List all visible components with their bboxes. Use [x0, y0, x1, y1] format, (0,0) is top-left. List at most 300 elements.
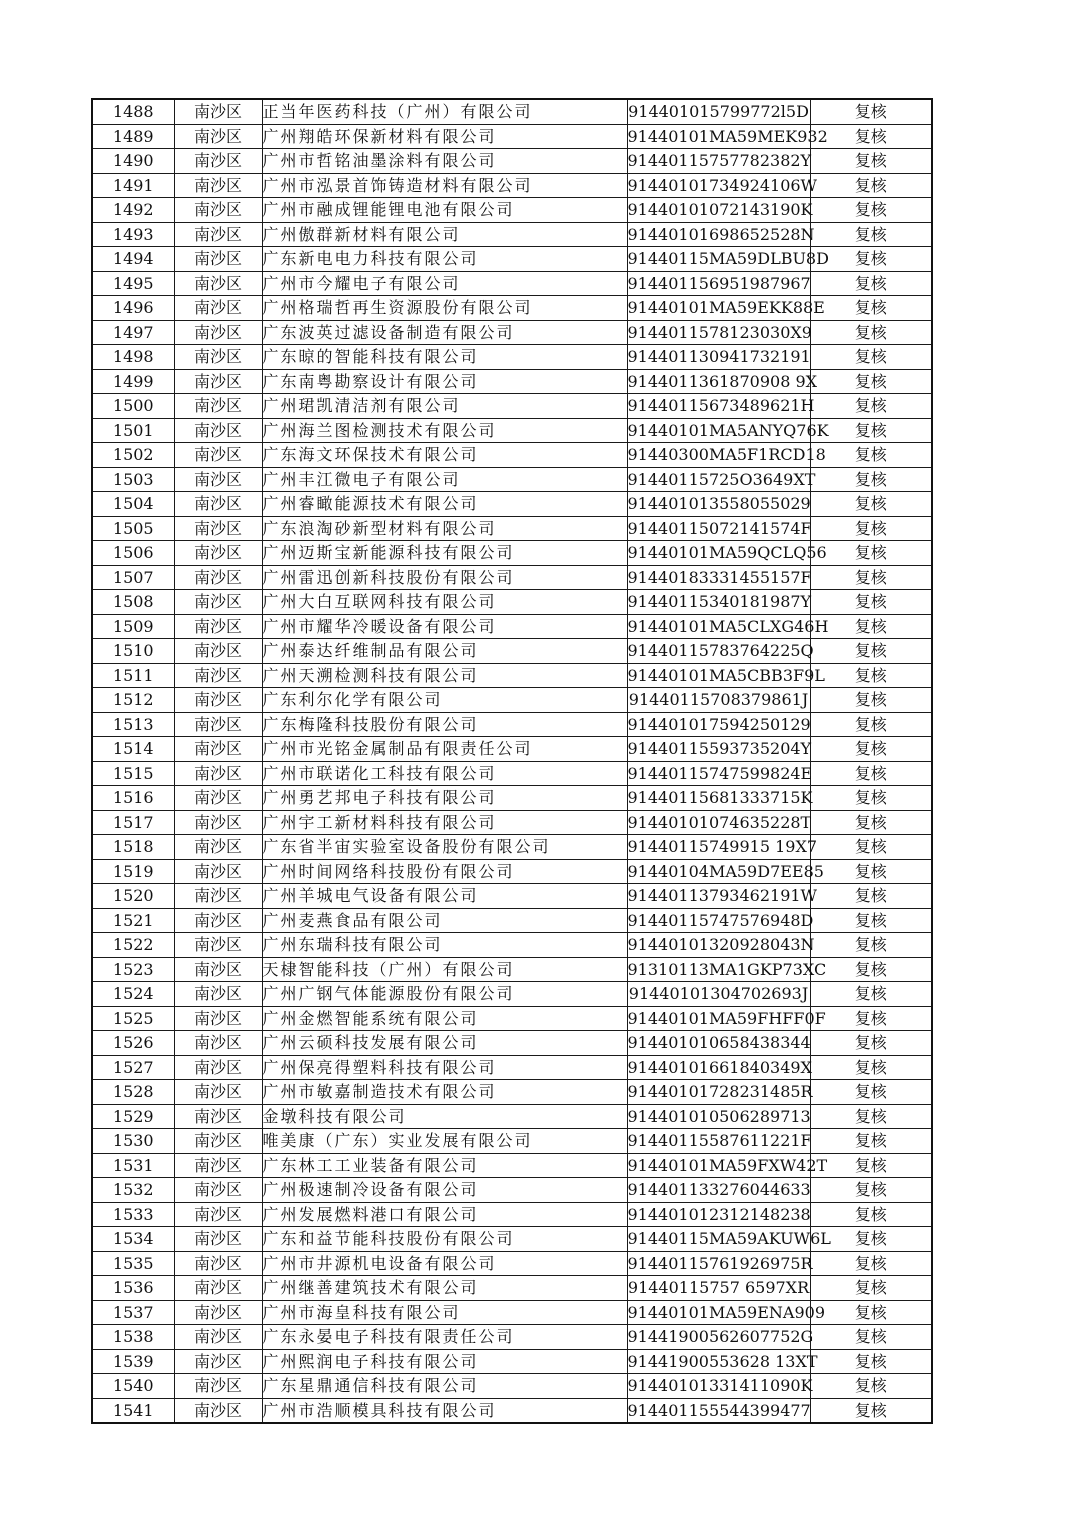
- district-cell: 南沙区: [174, 565, 262, 590]
- company-name-cell: 广州市哲铭油墨涂料有限公司: [262, 149, 627, 174]
- credit-code-cell: 914401017594250129: [627, 712, 810, 737]
- district-cell: 南沙区: [174, 1104, 262, 1129]
- table-row: [92, 957, 932, 982]
- company-name-cell: 广州保亮得塑料科技有限公司: [262, 1055, 627, 1080]
- company-name-cell: 广州东瑞科技有限公司: [262, 933, 627, 958]
- table-row: [92, 1031, 932, 1056]
- row-number: 1528: [92, 1080, 174, 1105]
- table-row: [92, 516, 932, 541]
- company-name-cell: 金墩科技有限公司: [262, 1104, 627, 1129]
- company-name-cell: 广州迈斯宝新能源科技有限公司: [262, 541, 627, 566]
- review-type-cell: 复核: [810, 957, 932, 982]
- table-row: [92, 345, 932, 370]
- table-row: [92, 173, 932, 198]
- district-cell: 南沙区: [174, 1374, 262, 1399]
- review-type-cell: 复核: [810, 884, 932, 909]
- review-type-cell: 复核: [810, 1276, 932, 1301]
- credit-code-cell: 91440300MA5F1RCD18: [627, 443, 810, 468]
- review-type-cell: 复核: [810, 1178, 932, 1203]
- company-name-cell: 广东省半宙实验室设备股份有限公司: [262, 835, 627, 860]
- company-name-cell: 广东永晏电子科技有限责任公司: [262, 1325, 627, 1350]
- district-cell: 南沙区: [174, 418, 262, 443]
- review-type-cell: 复核: [810, 1080, 932, 1105]
- review-type-cell: 复核: [810, 345, 932, 370]
- review-type-cell: 复核: [810, 1325, 932, 1350]
- row-number: 1510: [92, 639, 174, 664]
- district-cell: 南沙区: [174, 761, 262, 786]
- company-name-cell: 广州市海皇科技有限公司: [262, 1300, 627, 1325]
- district-cell: 南沙区: [174, 394, 262, 419]
- credit-code-cell: 914401010506289713: [627, 1104, 810, 1129]
- credit-code-cell: 91440101MA5CLXG46H: [627, 614, 810, 639]
- row-number: 1511: [92, 663, 174, 688]
- row-number: 1496: [92, 296, 174, 321]
- company-name-cell: 广东林工工业装备有限公司: [262, 1153, 627, 1178]
- company-name-cell: 广州翔皓环保新材料有限公司: [262, 124, 627, 149]
- district-cell: 南沙区: [174, 1398, 262, 1423]
- district-cell: 南沙区: [174, 1080, 262, 1105]
- district-cell: 南沙区: [174, 198, 262, 223]
- table-row: [92, 1398, 932, 1423]
- district-cell: 南沙区: [174, 1129, 262, 1154]
- row-number: 1489: [92, 124, 174, 149]
- company-name-cell: 广东海文环保技术有限公司: [262, 443, 627, 468]
- company-name-cell: 广东星鼎通信科技有限公司: [262, 1374, 627, 1399]
- review-type-cell: 复核: [810, 173, 932, 198]
- review-type-cell: 复核: [810, 810, 932, 835]
- table-row: [92, 884, 932, 909]
- review-type-cell: 复核: [810, 835, 932, 860]
- table-row: [92, 1129, 932, 1154]
- district-cell: 南沙区: [174, 884, 262, 909]
- table-row: [92, 1276, 932, 1301]
- table-row: [92, 1153, 932, 1178]
- district-cell: 南沙区: [174, 443, 262, 468]
- row-number: 1503: [92, 467, 174, 492]
- table-row: [92, 1202, 932, 1227]
- review-type-cell: 复核: [810, 516, 932, 541]
- district-cell: 南沙区: [174, 173, 262, 198]
- review-type-cell: 复核: [810, 1374, 932, 1399]
- credit-code-cell: 91440115725O3649XT: [627, 467, 810, 492]
- table-row: [92, 1325, 932, 1350]
- district-cell: 南沙区: [174, 541, 262, 566]
- table-row: [92, 1251, 932, 1276]
- credit-code-cell: 914401012312148238: [627, 1202, 810, 1227]
- table-row: [92, 1055, 932, 1080]
- company-name-cell: 广州金燃智能系统有限公司: [262, 1006, 627, 1031]
- district-cell: 南沙区: [174, 982, 262, 1007]
- credit-code-cell: 91441900553628 13XT: [627, 1349, 810, 1374]
- row-number: 1535: [92, 1251, 174, 1276]
- credit-code-cell: 91440101MA59ENA909: [627, 1300, 810, 1325]
- table-row: [92, 565, 932, 590]
- district-cell: 南沙区: [174, 933, 262, 958]
- company-name-cell: 广州泰达纤维制品有限公司: [262, 639, 627, 664]
- review-type-cell: 复核: [810, 614, 932, 639]
- row-number: 1533: [92, 1202, 174, 1227]
- review-type-cell: 复核: [810, 247, 932, 272]
- review-type-cell: 复核: [810, 1153, 932, 1178]
- district-cell: 南沙区: [174, 639, 262, 664]
- review-type-cell: 复核: [810, 590, 932, 615]
- table-row: [92, 1178, 932, 1203]
- company-name-cell: 广州极速制冷设备有限公司: [262, 1178, 627, 1203]
- row-number: 1516: [92, 786, 174, 811]
- credit-code-cell: 914401010658438344: [627, 1031, 810, 1056]
- company-name-cell: 广州雷迅创新科技股份有限公司: [262, 565, 627, 590]
- district-cell: 南沙区: [174, 1055, 262, 1080]
- row-number: 1529: [92, 1104, 174, 1129]
- row-number: 1538: [92, 1325, 174, 1350]
- row-number: 1520: [92, 884, 174, 909]
- row-number: 1527: [92, 1055, 174, 1080]
- credit-code-cell: 91440115757 6597XR: [627, 1276, 810, 1301]
- credit-code-cell: 91440115747576948D: [627, 908, 810, 933]
- table-row: [92, 99, 932, 124]
- row-number: 1522: [92, 933, 174, 958]
- district-cell: 南沙区: [174, 1227, 262, 1252]
- table-row: [92, 1349, 932, 1374]
- review-type-cell: 复核: [810, 639, 932, 664]
- company-name-cell: 广东波英过滤设备制造有限公司: [262, 320, 627, 345]
- credit-code-cell: 91440101MA59QCLQ56: [627, 541, 810, 566]
- company-name-cell: 广州大白互联网科技有限公司: [262, 590, 627, 615]
- row-number: 1490: [92, 149, 174, 174]
- company-name-cell: 广州熙润电子科技有限公司: [262, 1349, 627, 1374]
- credit-code-cell: 91440115783764225Q: [627, 639, 810, 664]
- credit-code-cell: 91441900562607752G: [627, 1325, 810, 1350]
- table-row: [92, 1300, 932, 1325]
- company-name-cell: 广州市融成锂能锂电池有限公司: [262, 198, 627, 223]
- row-number: 1508: [92, 590, 174, 615]
- row-number: 1534: [92, 1227, 174, 1252]
- credit-code-cell: 914401133276044633: [627, 1178, 810, 1203]
- credit-code-cell: 91440113793462191W: [627, 884, 810, 909]
- company-name-cell: 广州市井源机电设备有限公司: [262, 1251, 627, 1276]
- credit-code-cell: 91440101MA5ANYQ76K: [627, 418, 810, 443]
- review-type-cell: 复核: [810, 443, 932, 468]
- company-name-cell: 广州宇工新材料科技有限公司: [262, 810, 627, 835]
- district-cell: 南沙区: [174, 1006, 262, 1031]
- review-type-cell: 复核: [810, 1349, 932, 1374]
- row-number: 1524: [92, 982, 174, 1007]
- credit-code-cell: 91440115MA59DLBU8D: [627, 247, 810, 272]
- credit-code-cell: 91440101734924106W: [627, 173, 810, 198]
- company-name-cell: 广东和益节能科技股份有限公司: [262, 1227, 627, 1252]
- review-type-cell: 复核: [810, 982, 932, 1007]
- review-type-cell: 复核: [810, 320, 932, 345]
- row-number: 1536: [92, 1276, 174, 1301]
- district-cell: 南沙区: [174, 908, 262, 933]
- company-list-body: [92, 99, 932, 1423]
- table-row: [92, 1006, 932, 1031]
- table-row: [92, 810, 932, 835]
- district-cell: 南沙区: [174, 1178, 262, 1203]
- review-type-cell: 复核: [810, 99, 932, 124]
- table-row: [92, 639, 932, 664]
- district-cell: 南沙区: [174, 663, 262, 688]
- row-number: 1514: [92, 737, 174, 762]
- district-cell: 南沙区: [174, 1251, 262, 1276]
- table-row: [92, 835, 932, 860]
- company-name-cell: 广州天溯检测科技有限公司: [262, 663, 627, 688]
- table-row: [92, 369, 932, 394]
- table-row: [92, 1104, 932, 1129]
- credit-code-cell: 914401155544399477: [627, 1398, 810, 1423]
- credit-code-cell: 91440101MA5CBB3F9L: [627, 663, 810, 688]
- company-name-cell: 广东南粤勘察设计有限公司: [262, 369, 627, 394]
- district-cell: 南沙区: [174, 149, 262, 174]
- row-number: 1499: [92, 369, 174, 394]
- district-cell: 南沙区: [174, 369, 262, 394]
- company-name-cell: 广州云硕科技发展有限公司: [262, 1031, 627, 1056]
- company-name-cell: 正当年医药科技（广州）有限公司: [262, 99, 627, 124]
- review-type-cell: 复核: [810, 663, 932, 688]
- credit-code-cell: 91440101320928043N: [627, 933, 810, 958]
- table-row: [92, 1227, 932, 1252]
- district-cell: 南沙区: [174, 247, 262, 272]
- credit-code-cell: 91440115708379861J: [627, 688, 810, 713]
- review-type-cell: 复核: [810, 271, 932, 296]
- review-type-cell: 复核: [810, 1129, 932, 1154]
- review-type-cell: 复核: [810, 149, 932, 174]
- table-row: [92, 198, 932, 223]
- row-number: 1509: [92, 614, 174, 639]
- company-name-cell: 广东新电电力科技有限公司: [262, 247, 627, 272]
- table-row: [92, 859, 932, 884]
- row-number: 1504: [92, 492, 174, 517]
- district-cell: 南沙区: [174, 712, 262, 737]
- credit-code-cell: 91440115MA59AKUW6L: [627, 1227, 810, 1252]
- company-name-cell: 广东利尔化学有限公司: [262, 688, 627, 713]
- review-type-cell: 复核: [810, 761, 932, 786]
- table-row: [92, 1080, 932, 1105]
- district-cell: 南沙区: [174, 1276, 262, 1301]
- company-name-cell: 广州珺凯清洁剂有限公司: [262, 394, 627, 419]
- district-cell: 南沙区: [174, 957, 262, 982]
- district-cell: 南沙区: [174, 320, 262, 345]
- company-name-cell: 广州睿瞰能源技术有限公司: [262, 492, 627, 517]
- table-row: [92, 1374, 932, 1399]
- district-cell: 南沙区: [174, 516, 262, 541]
- review-type-cell: 复核: [810, 394, 932, 419]
- credit-code-cell: 91440115072141574F: [627, 516, 810, 541]
- review-type-cell: 复核: [810, 712, 932, 737]
- credit-code-cell: 91440101728231485R: [627, 1080, 810, 1105]
- row-number: 1505: [92, 516, 174, 541]
- table-row: [92, 590, 932, 615]
- credit-code-cell: 91310113MA1GKP73XC: [627, 957, 810, 982]
- company-name-cell: 广东梅隆科技股份有限公司: [262, 712, 627, 737]
- row-number: 1526: [92, 1031, 174, 1056]
- row-number: 1502: [92, 443, 174, 468]
- table-row: [92, 271, 932, 296]
- table-row: [92, 614, 932, 639]
- row-number: 1500: [92, 394, 174, 419]
- table-row: [92, 908, 932, 933]
- table-row: [92, 737, 932, 762]
- row-number: 1518: [92, 835, 174, 860]
- district-cell: 南沙区: [174, 124, 262, 149]
- company-name-cell: 广州麦燕食品有限公司: [262, 908, 627, 933]
- district-cell: 南沙区: [174, 835, 262, 860]
- credit-code-cell: 91440101074635228T: [627, 810, 810, 835]
- credit-code-cell: 91440115681333715K: [627, 786, 810, 811]
- company-name-cell: 广州傲群新材料有限公司: [262, 222, 627, 247]
- credit-code-cell: 91440115673489621H: [627, 394, 810, 419]
- credit-code-cell: 914401156951987967: [627, 271, 810, 296]
- credit-code-cell: 91440101MA59MEK932: [627, 124, 810, 149]
- table-row: [92, 149, 932, 174]
- table-row: [92, 222, 932, 247]
- table-row: [92, 124, 932, 149]
- credit-code-cell: 91440115340181987Y: [627, 590, 810, 615]
- table-row: [92, 761, 932, 786]
- row-number: 1497: [92, 320, 174, 345]
- credit-code-cell: 914401130941732191: [627, 345, 810, 370]
- district-cell: 南沙区: [174, 1300, 262, 1325]
- table-row: [92, 492, 932, 517]
- district-cell: 南沙区: [174, 1031, 262, 1056]
- company-name-cell: 广州市光铭金属制品有限责任公司: [262, 737, 627, 762]
- company-name-cell: 广州市联诺化工科技有限公司: [262, 761, 627, 786]
- company-name-cell: 广东浪淘砂新型材料有限公司: [262, 516, 627, 541]
- row-number: 1517: [92, 810, 174, 835]
- row-number: 1494: [92, 247, 174, 272]
- district-cell: 南沙区: [174, 688, 262, 713]
- review-type-cell: 复核: [810, 418, 932, 443]
- credit-code-cell: 91440183331455157F: [627, 565, 810, 590]
- row-number: 1501: [92, 418, 174, 443]
- review-type-cell: 复核: [810, 124, 932, 149]
- credit-code-cell: 91440115747599824E: [627, 761, 810, 786]
- row-number: 1531: [92, 1153, 174, 1178]
- credit-code-cell: 91440115593735204Y: [627, 737, 810, 762]
- row-number: 1498: [92, 345, 174, 370]
- review-type-cell: 复核: [810, 492, 932, 517]
- district-cell: 南沙区: [174, 345, 262, 370]
- company-name-cell: 广州羊城电气设备有限公司: [262, 884, 627, 909]
- review-type-cell: 复核: [810, 933, 932, 958]
- review-type-cell: 复核: [810, 1031, 932, 1056]
- row-number: 1532: [92, 1178, 174, 1203]
- credit-code-cell: 9144011361870908 9X: [627, 369, 810, 394]
- credit-code-cell: 91440115587611221F: [627, 1129, 810, 1154]
- review-type-cell: 复核: [810, 222, 932, 247]
- review-type-cell: 复核: [810, 688, 932, 713]
- district-cell: 南沙区: [174, 1349, 262, 1374]
- row-number: 1519: [92, 859, 174, 884]
- company-name-cell: 广州广钢气体能源股份有限公司: [262, 982, 627, 1007]
- company-name-cell: 广州格瑞哲再生资源股份有限公司: [262, 296, 627, 321]
- row-number: 1512: [92, 688, 174, 713]
- company-list-table: [91, 98, 933, 1424]
- credit-code-cell: 91440101661840349X: [627, 1055, 810, 1080]
- credit-code-cell: 91440101MA59EKK88E: [627, 296, 810, 321]
- row-number: 1513: [92, 712, 174, 737]
- table-row: [92, 982, 932, 1007]
- review-type-cell: 复核: [810, 786, 932, 811]
- review-type-cell: 复核: [810, 1055, 932, 1080]
- review-type-cell: 复核: [810, 859, 932, 884]
- row-number: 1493: [92, 222, 174, 247]
- district-cell: 南沙区: [174, 786, 262, 811]
- credit-code-cell: 91440104MA59D7EE85: [627, 859, 810, 884]
- district-cell: 南沙区: [174, 590, 262, 615]
- table-row: [92, 418, 932, 443]
- company-name-cell: 广州丰江微电子有限公司: [262, 467, 627, 492]
- table-row: [92, 688, 932, 713]
- company-name-cell: 广东晾的智能科技有限公司: [262, 345, 627, 370]
- district-cell: 南沙区: [174, 737, 262, 762]
- table-row: [92, 663, 932, 688]
- table-row: [92, 467, 932, 492]
- review-type-cell: 复核: [810, 467, 932, 492]
- credit-code-cell: 91440115757782382Y: [627, 149, 810, 174]
- district-cell: 南沙区: [174, 467, 262, 492]
- company-name-cell: 广州市耀华冷暖设备有限公司: [262, 614, 627, 639]
- district-cell: 南沙区: [174, 810, 262, 835]
- company-name-cell: 广州勇艺邦电子科技有限公司: [262, 786, 627, 811]
- review-type-cell: 复核: [810, 737, 932, 762]
- credit-code-cell: 91440101MA59FXW42T: [627, 1153, 810, 1178]
- review-type-cell: 复核: [810, 369, 932, 394]
- review-type-cell: 复核: [810, 198, 932, 223]
- row-number: 1492: [92, 198, 174, 223]
- table-row: [92, 786, 932, 811]
- company-name-cell: 唯美康（广东）实业发展有限公司: [262, 1129, 627, 1154]
- row-number: 1541: [92, 1398, 174, 1423]
- district-cell: 南沙区: [174, 614, 262, 639]
- credit-code-cell: 91440101304702693J: [627, 982, 810, 1007]
- company-name-cell: 广州市泓景首饰铸造材料有限公司: [262, 173, 627, 198]
- row-number: 1539: [92, 1349, 174, 1374]
- credit-code-cell: 91440115749915 19X7: [627, 835, 810, 860]
- district-cell: 南沙区: [174, 492, 262, 517]
- table-row: [92, 247, 932, 272]
- credit-code-cell: 91440101MA59FHFF0F: [627, 1006, 810, 1031]
- row-number: 1506: [92, 541, 174, 566]
- company-name-cell: 广州继善建筑技术有限公司: [262, 1276, 627, 1301]
- review-type-cell: 复核: [810, 908, 932, 933]
- row-number: 1515: [92, 761, 174, 786]
- company-name-cell: 广州市敏嘉制造技术有限公司: [262, 1080, 627, 1105]
- credit-code-cell: 914401015799772l5D: [627, 99, 810, 124]
- district-cell: 南沙区: [174, 1202, 262, 1227]
- credit-code-cell: 914401013558055029: [627, 492, 810, 517]
- credit-code-cell: 91440101698652528N: [627, 222, 810, 247]
- district-cell: 南沙区: [174, 296, 262, 321]
- review-type-cell: 复核: [810, 1251, 932, 1276]
- district-cell: 南沙区: [174, 99, 262, 124]
- company-name-cell: 广州发展燃料港口有限公司: [262, 1202, 627, 1227]
- credit-code-cell: 91440115761926975R: [627, 1251, 810, 1276]
- company-name-cell: 天棣智能科技（广州）有限公司: [262, 957, 627, 982]
- credit-code-cell: 9144011578123030X9: [627, 320, 810, 345]
- credit-code-cell: 91440101072143190K: [627, 198, 810, 223]
- district-cell: 南沙区: [174, 222, 262, 247]
- row-number: 1523: [92, 957, 174, 982]
- review-type-cell: 复核: [810, 1227, 932, 1252]
- review-type-cell: 复核: [810, 1398, 932, 1423]
- review-type-cell: 复核: [810, 1104, 932, 1129]
- review-type-cell: 复核: [810, 296, 932, 321]
- district-cell: 南沙区: [174, 859, 262, 884]
- review-type-cell: 复核: [810, 541, 932, 566]
- row-number: 1540: [92, 1374, 174, 1399]
- row-number: 1530: [92, 1129, 174, 1154]
